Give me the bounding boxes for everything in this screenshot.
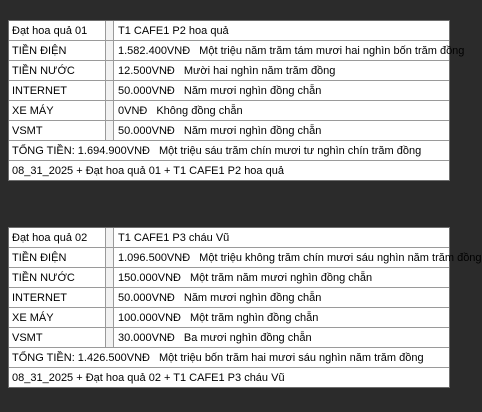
cell-gap [106, 288, 114, 307]
total-row[interactable] [9, 347, 449, 367]
table-row [9, 80, 449, 100]
cell-gap [106, 121, 114, 140]
item-words: Mười hai nghìn năm trăm đồng [183, 64, 336, 77]
header-row [9, 228, 449, 247]
total-cell [9, 145, 421, 157]
cell-gap [106, 81, 114, 100]
cell-gap [106, 228, 114, 247]
item-value[interactable] [114, 81, 321, 100]
table-row [9, 247, 482, 267]
item-label[interactable]: TIỀN ĐIỆN [9, 41, 106, 60]
total-words: Một triệu bốn trăm hai mươi sáu nghìn năm trăm đồng [158, 351, 424, 364]
table-row [9, 267, 449, 287]
total-amount: TỔNG TIỀN: 1.426.500VNĐ [12, 351, 150, 364]
item-amount: 12.500VNĐ [118, 64, 175, 77]
cell-gap [106, 268, 114, 287]
item-label[interactable]: VSMT [9, 121, 106, 140]
footer-row[interactable] [9, 160, 449, 180]
invoice-block-1 [8, 20, 465, 181]
header-row [9, 21, 449, 40]
total-amount: TỔNG TIỀN: 1.694.900VNĐ [12, 144, 150, 157]
table-row [9, 100, 449, 120]
item-words: Không đồng chẵn [156, 104, 243, 117]
footer-row[interactable] [9, 367, 449, 387]
footer-text: 08_31_2025 + Đạt hoa quả 01 + T1 CAFE1 P2 hoa quả [12, 164, 284, 177]
item-value[interactable] [114, 308, 318, 327]
table-row [9, 307, 449, 327]
item-value[interactable] [114, 248, 482, 267]
cell-gap [106, 328, 114, 347]
table-row [9, 40, 465, 60]
item-label[interactable]: XE MÁY [9, 101, 106, 120]
total-row[interactable] [9, 140, 449, 160]
cell-gap [106, 61, 114, 80]
header-label[interactable]: Đạt hoa quả 02 [9, 228, 106, 247]
item-amount: 50.000VNĐ [118, 84, 175, 97]
item-words: Một triệu không trăm chín mươi sáu nghìn năm trăm đồng [199, 251, 482, 264]
item-value[interactable] [114, 41, 464, 60]
cell-gap [106, 101, 114, 120]
item-value[interactable] [114, 121, 321, 140]
table-row [9, 120, 449, 140]
item-amount: 1.096.500VNĐ [118, 251, 191, 264]
item-label[interactable]: XE MÁY [9, 308, 106, 327]
footer-text: 08_31_2025 + Đạt hoa quả 02 + T1 CAFE1 P3 cháu Vũ [12, 371, 285, 384]
total-words: Một triệu sáu trăm chín mươi tư nghìn chín trăm đồng [158, 144, 422, 157]
item-amount: 1.582.400VNĐ [118, 44, 191, 57]
table-row [9, 327, 449, 347]
item-value[interactable] [114, 328, 312, 347]
item-label[interactable]: TIỀN ĐIỆN [9, 248, 106, 267]
item-words: Năm mươi nghìn đồng chẵn [183, 291, 322, 304]
table-row [9, 287, 449, 307]
item-label[interactable]: TIỀN NƯỚC [9, 268, 106, 287]
item-words: Năm mươi nghìn đồng chẵn [183, 124, 322, 137]
cell-gap [106, 248, 114, 267]
table-row [9, 60, 449, 80]
cell-gap [106, 21, 114, 40]
item-amount: 50.000VNĐ [118, 291, 175, 304]
item-words: Một trăm nghìn đồng chẵn [190, 311, 319, 324]
item-label[interactable]: INTERNET [9, 81, 106, 100]
cell-gap [106, 41, 114, 60]
item-value[interactable] [114, 288, 321, 307]
item-amount: 50.000VNĐ [118, 124, 175, 137]
invoice-block-2 [8, 227, 482, 388]
item-amount: 0VNĐ [118, 104, 148, 117]
header-label[interactable]: Đạt hoa quả 01 [9, 21, 106, 40]
item-label[interactable]: TIỀN NƯỚC [9, 61, 106, 80]
item-label[interactable]: VSMT [9, 328, 106, 347]
item-words: Một trăm năm mươi nghìn đồng chẵn [190, 271, 373, 284]
item-value[interactable] [114, 61, 335, 80]
item-words: Ba mươi nghìn đồng chẵn [183, 331, 312, 344]
item-label[interactable]: INTERNET [9, 288, 106, 307]
item-words: Một triệu năm trăm tám mươi hai nghìn bốn trăm đồng [199, 44, 465, 57]
header-value[interactable]: T1 CAFE1 P3 cháu Vũ [118, 231, 230, 244]
item-words: Năm mươi nghìn đồng chẵn [183, 84, 322, 97]
header-value[interactable]: T1 CAFE1 P2 hoa quả [118, 24, 229, 37]
total-cell [9, 352, 424, 364]
item-amount: 30.000VNĐ [118, 331, 175, 344]
item-amount: 100.000VNĐ [118, 311, 181, 324]
item-amount: 150.000VNĐ [118, 271, 181, 284]
cell-gap [106, 308, 114, 327]
item-value[interactable] [114, 268, 372, 287]
item-value[interactable] [114, 101, 243, 120]
